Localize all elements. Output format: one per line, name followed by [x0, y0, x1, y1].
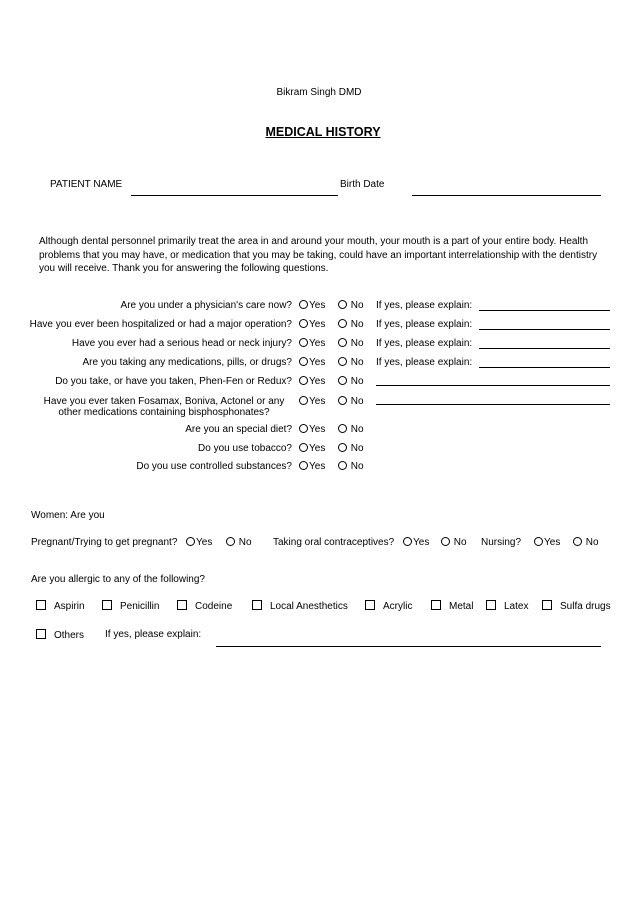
- q2-no-option[interactable]: No: [338, 319, 364, 330]
- q4-yes-option[interactable]: Yes: [299, 357, 325, 368]
- checkbox-icon: [365, 600, 375, 610]
- allergy-aspirin[interactable]: Aspirin: [36, 600, 85, 612]
- birth-date-field[interactable]: [412, 195, 601, 196]
- radio-icon: [338, 376, 347, 385]
- q2-explain-field[interactable]: [479, 329, 610, 330]
- contraceptives-no-option[interactable]: No: [441, 537, 467, 548]
- contraceptives-question: Taking oral contraceptives?: [273, 537, 395, 548]
- checkbox-icon: [36, 600, 46, 610]
- q2-yes-option[interactable]: Yes: [299, 319, 325, 330]
- radio-icon: [186, 537, 195, 546]
- pregnant-question: Pregnant/Trying to get pregnant?: [31, 537, 178, 548]
- women-heading: Women: Are you: [31, 510, 105, 521]
- question-bisphosphonates: Have you ever taken Fosamax, Boniva, Actonel or any other medications containing bisphosphonates?: [43, 396, 285, 418]
- contraceptives-yes-option[interactable]: Yes: [403, 537, 429, 548]
- q1-explain-field[interactable]: [479, 310, 610, 311]
- q3-yes-option[interactable]: Yes: [299, 338, 325, 349]
- radio-icon: [299, 300, 308, 309]
- question-controlled-substances: Do you use controlled substances?: [136, 461, 292, 472]
- q1-explain-label: If yes, please explain:: [376, 300, 473, 311]
- radio-icon: [338, 396, 347, 405]
- q8-yes-option[interactable]: Yes: [299, 443, 325, 454]
- question-head-injury: Have you ever had a serious head or neck injury?: [71, 338, 292, 349]
- allergy-latex[interactable]: Latex: [486, 600, 528, 612]
- checkbox-icon: [431, 600, 441, 610]
- q1-yes-option[interactable]: Yes: [299, 300, 325, 311]
- question-medications: Are you taking any medications, pills, or drugs?: [82, 357, 292, 368]
- checkbox-icon: [36, 629, 46, 639]
- checkbox-icon: [102, 600, 112, 610]
- q3-no-option[interactable]: No: [338, 338, 364, 349]
- q4-no-option[interactable]: No: [338, 357, 364, 368]
- allergy-acrylic[interactable]: Acrylic: [365, 600, 412, 612]
- radio-icon: [403, 537, 412, 546]
- radio-icon: [441, 537, 450, 546]
- q6-yes-option[interactable]: Yes: [299, 396, 325, 407]
- birth-date-label: Birth Date: [340, 179, 385, 190]
- radio-icon: [338, 357, 347, 366]
- q9-yes-option[interactable]: Yes: [299, 461, 325, 472]
- q4-explain-field[interactable]: [479, 367, 610, 368]
- allergy-codeine[interactable]: Codeine: [177, 600, 232, 612]
- patient-name-label: PATIENT NAME: [50, 179, 123, 190]
- nursing-yes-option[interactable]: Yes: [534, 537, 560, 548]
- radio-icon: [299, 376, 308, 385]
- radio-icon: [299, 424, 308, 433]
- allergy-penicillin[interactable]: Penicillin: [102, 600, 159, 612]
- checkbox-icon: [177, 600, 187, 610]
- allergies-heading: Are you allergic to any of the following?: [31, 574, 205, 585]
- q3-explain-label: If yes, please explain:: [376, 338, 473, 349]
- q1-no-option[interactable]: No: [338, 300, 364, 311]
- checkbox-icon: [486, 600, 496, 610]
- radio-icon: [338, 300, 347, 309]
- q6-explain-field[interactable]: [376, 404, 610, 405]
- intro-paragraph: Although dental personnel primarily treat the area in and around your mouth, your mouth is a part of your entire body. Health problems that you may have, or medication that you may be taking, could have an important interrelationship with the dentistry you will receive. Thank you for answering the following questions.: [39, 236, 598, 274]
- pregnant-yes-option[interactable]: Yes: [186, 537, 212, 548]
- radio-icon: [338, 443, 347, 452]
- allergy-explain-field[interactable]: [216, 646, 601, 647]
- q6-no-option[interactable]: No: [338, 396, 364, 407]
- question-tobacco: Do you use tobacco?: [198, 443, 292, 454]
- form-title: MEDICAL HISTORY: [265, 125, 381, 139]
- pregnant-no-option[interactable]: No: [226, 537, 252, 548]
- allergy-explain-label: If yes, please explain:: [105, 629, 202, 640]
- q5-explain-field[interactable]: [376, 385, 610, 386]
- q3-explain-field[interactable]: [479, 348, 610, 349]
- q7-no-option[interactable]: No: [338, 424, 364, 435]
- radio-icon: [338, 319, 347, 328]
- nursing-no-option[interactable]: No: [573, 537, 599, 548]
- question-special-diet: Are you an special diet?: [185, 424, 292, 435]
- patient-name-field[interactable]: [131, 195, 338, 196]
- q9-no-option[interactable]: No: [338, 461, 364, 472]
- radio-icon: [573, 537, 582, 546]
- q5-yes-option[interactable]: Yes: [299, 376, 325, 387]
- radio-icon: [299, 396, 308, 405]
- q8-no-option[interactable]: No: [338, 443, 364, 454]
- question-physician-care: Are you under a physician's care now?: [120, 300, 292, 311]
- practice-name: Bikram Singh DMD: [276, 87, 362, 98]
- checkbox-icon: [542, 600, 552, 610]
- nursing-question: Nursing?: [481, 537, 522, 548]
- radio-icon: [299, 461, 308, 470]
- q2-explain-label: If yes, please explain:: [376, 319, 473, 330]
- q7-yes-option[interactable]: Yes: [299, 424, 325, 435]
- radio-icon: [338, 424, 347, 433]
- q5-no-option[interactable]: No: [338, 376, 364, 387]
- allergy-metal[interactable]: Metal: [431, 600, 473, 612]
- radio-icon: [338, 338, 347, 347]
- question-hospitalized: Have you ever been hospitalized or had a major operation?: [29, 319, 292, 330]
- allergy-others[interactable]: Others: [36, 629, 84, 641]
- radio-icon: [338, 461, 347, 470]
- q4-explain-label: If yes, please explain:: [376, 357, 473, 368]
- radio-icon: [299, 357, 308, 366]
- checkbox-icon: [252, 600, 262, 610]
- question-phen-fen: Do you take, or have you taken, Phen-Fen or Redux?: [55, 376, 292, 387]
- radio-icon: [534, 537, 543, 546]
- radio-icon: [299, 319, 308, 328]
- radio-icon: [299, 443, 308, 452]
- radio-icon: [226, 537, 235, 546]
- allergy-sulfa-drugs[interactable]: Sulfa drugs: [542, 600, 611, 612]
- allergy-local-anesthetics[interactable]: Local Anesthetics: [252, 600, 348, 612]
- radio-icon: [299, 338, 308, 347]
